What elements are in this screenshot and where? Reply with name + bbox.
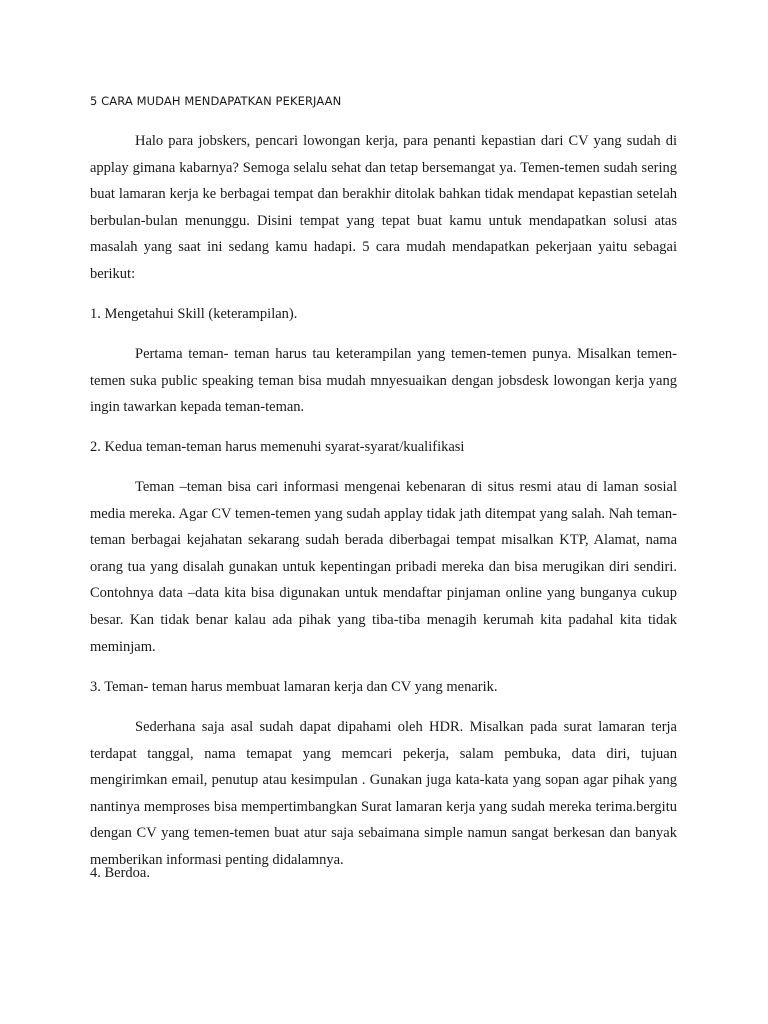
section-heading-3: 3. Teman- teman harus membuat lamaran kerja dan CV yang menarik. xyxy=(90,679,498,695)
document-title: 5 CARA MUDAH MENDAPATKAN PEKERJAAN xyxy=(90,94,342,108)
section-heading-1: 1. Mengetahui Skill (keterampilan). xyxy=(90,306,298,322)
section-body-2: Teman –teman bisa cari informasi mengenai kebenaran di situs resmi atau di laman sosial media mereka. Agar CV temen-temen yang sudah applay tidak jath ditempat yang salah. Nah teman-teman berbagai kejahatan sekarang sudah berada diberbagai tempat misalkan KTP, Alamat, nama orang tua yang disalah gunakan untuk kepentingan pribadi mereka dan bisa merugikan diri sendiri. Contohnya data –data kita bisa digunakan untuk mendaftar pinjaman online yang bunganya cukup besar. Kan tidak benar kalau ada pihak yang tiba-tiba menagih kerumah kita padahal kita tidak meminjam. xyxy=(90,479,677,655)
section-heading-2: 2. Kedua teman-teman harus memenuhi syarat-syarat/kualifikasi xyxy=(90,439,465,455)
section-body-3: Sederhana saja asal sudah dapat dipahami oleh HDR. Misalkan pada surat lamaran terja terdapat tanggal, nama temapat yang memcari pekerja, salam pembuka, data diri, tujuan mengirimkan email, penutup atau kesimpulan . Gunakan juga kata-kata yang sopan agar pihak yang nantinya memproses bisa mempertimbangkan Surat lamaran kerja yang sudah mereka terima.bergitu dengan CV yang temen-temen buat atur saja sebaimana simple namun sangat berkesan dan banyak memberikan informasi penting didalamnya. xyxy=(90,719,677,868)
section-heading-4: 4. Berdoa. xyxy=(90,865,150,881)
section-body-1: Pertama teman- teman harus tau keterampilan yang temen-temen punya. Misalkan temen-temen suka public speaking teman bisa mudah mnyesuaikan dengan jobsdesk lowongan kerja yang ingin tawarkan kepada teman-teman. xyxy=(90,346,677,416)
intro-paragraph: Halo para jobskers, pencari lowongan kerja, para penanti kepastian dari CV yang sudah di applay gimana kabarnya? Semoga selalu sehat dan tetap bersemangat ya. Temen-temen sudah sering buat lamaran kerja ke berbagai tempat dan berakhir ditolak bahkan tidak mendapat kepastian setelah berbulan-bulan menunggu. Disini tempat yang tepat buat kamu untuk mendapatkan solusi atas masalah yang saat ini sedang kamu hadapi. 5 cara mudah mendapatkan pekerjaan yaitu sebagai berikut: xyxy=(90,133,677,282)
